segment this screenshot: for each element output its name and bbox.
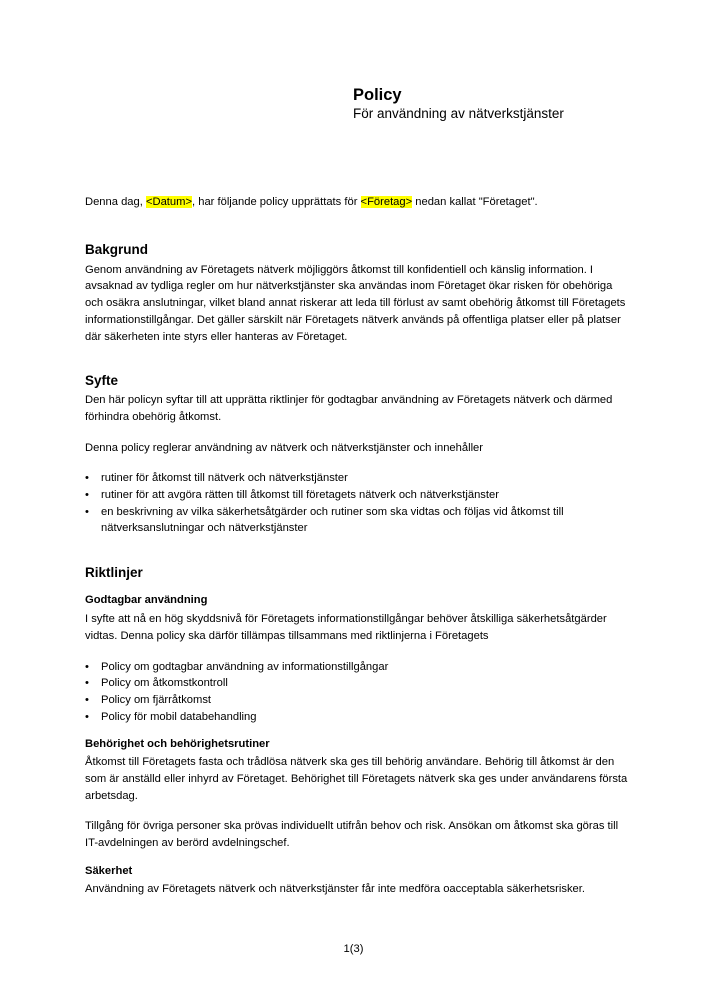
document-body	[85, 194, 630, 898]
godtagbar-text: I syfte att nå en hög skyddsnivå för Företagets informationstillgångar behöver åtskilliga säkerhetsåtgärder vidtas. Denna policy ska därför tillämpas tillsammans med riktlinjerna i Företagets	[85, 613, 607, 642]
heading-behorighet: Behörighet och behörighetsrutiner	[85, 738, 270, 751]
behorighet-text-1: Åtkomst till Företagets fasta och trådlösa nätverk ska ges till behörig användare. Behörig till åtkomst är den som är anställd eller inhyrd av Företaget. Behörighet till Företagets nätverk ska ges under användarens första arbetsdag.	[85, 756, 628, 802]
intro-after: nedan kallat "Företaget".	[412, 196, 538, 208]
list-item: • Policy om åtkomstkontroll	[101, 675, 630, 692]
heading-riktlinjer: Riktlinjer	[85, 565, 143, 581]
syfte-text-2: Denna policy reglerar användning av nätverk och nätverkstjänster och innehåller	[85, 441, 484, 454]
list-item: • en beskrivning av vilka säkerhetsåtgärder och rutiner som ska vidtas och följas vid åtkomst till nätverksanslutningar och nätverkstjänster	[101, 504, 630, 537]
title-block	[353, 86, 564, 122]
heading-syfte: Syfte	[85, 373, 119, 389]
list-item: • rutiner för att avgöra rätten till åtkomst till företagets nätverk och nätverkstjänster	[101, 487, 630, 504]
heading-sakerhet: Säkerhet	[85, 864, 133, 877]
heading-bakgrund: Bakgrund	[85, 241, 149, 257]
intro-middle: , har följande policy upprättats för	[192, 196, 361, 208]
syfte-text-1: Den här policyn syftar till att upprätta riktlinjer för godtagbar användning av Företagets nätverk och därmed förhindra obehörig åtkomst.	[85, 394, 613, 423]
document-subtitle: För användning av nätverkstjänster	[353, 106, 564, 121]
sakerhet-text: Användning av Företagets nätverk och nätverkstjänster får inte medföra oacceptabla säkerhetsrisker.	[85, 882, 585, 895]
syfte-list	[85, 470, 630, 537]
date-placeholder: <Datum>	[145, 196, 192, 208]
document-title: Policy	[353, 86, 402, 104]
heading-godtagbar-anvandning: Godtagbar användning	[85, 594, 208, 607]
godtagbar-list	[85, 659, 630, 726]
bakgrund-text: Genom användning av Företagets nätverk möjliggörs åtkomst till konfidentiell och känslig information. I avsaknad av tydliga regler om hur nätverkstjänster ska användas inom Företaget ökar risken för obehöriga och osäkra anslutningar, vilket bland annat riskerar att leda till förlust av samt obehörig åtkomst till Företagets informationstillgångar. Det gäller särskilt när Företagets nätverk används på offentliga platser eller på platser där säkerheten inte styrs eller hanteras av Företaget.	[85, 263, 626, 343]
list-item: • Policy om fjärråtkomst	[101, 692, 630, 709]
intro-paragraph	[85, 194, 630, 211]
behorighet-text-2: Tillgång för övriga personer ska prövas individuellt utifrån behov och risk. Ansökan om åtkomst ska göras till IT-avdelningen av berörd avdelningschef.	[85, 820, 619, 850]
intro-before: Denna dag,	[85, 196, 146, 208]
company-placeholder: <Företag>	[360, 196, 413, 208]
page-number: 1(3)	[343, 943, 364, 955]
list-item: • Policy om godtagbar användning av informationstillgångar	[101, 659, 630, 676]
list-item: • rutiner för åtkomst till nätverk och nätverkstjänster	[101, 470, 630, 487]
list-item: • Policy för mobil databehandling	[101, 709, 630, 726]
